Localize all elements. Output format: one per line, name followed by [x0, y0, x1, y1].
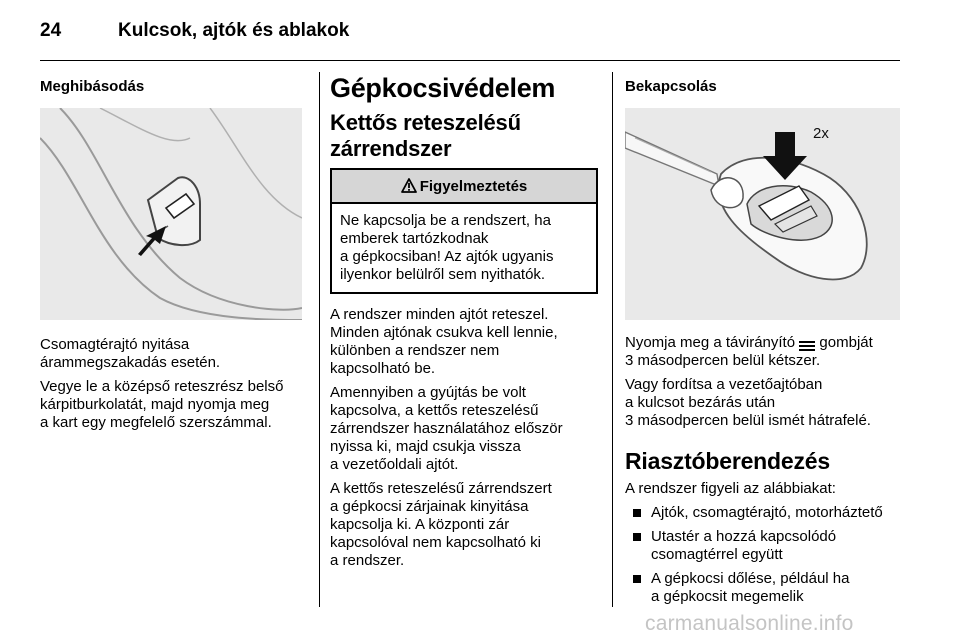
page-header	[40, 20, 900, 46]
press-twice-label: 2x	[813, 125, 829, 142]
chapter-title: Kulcsok, ajtók és ablakok	[118, 20, 350, 41]
column-1	[40, 72, 305, 438]
list-item-text: A gépkocsi dőlése, például ha a gépkocsit megemelik	[651, 570, 850, 605]
list-item-text: Utastér a hozzá kapcsolódó csomagtérrel együtt	[651, 528, 837, 563]
remote-key-svg	[625, 108, 900, 320]
column-divider-2	[612, 72, 613, 607]
watermark: carmanualsonline.info	[645, 612, 854, 635]
list-item	[625, 528, 903, 564]
monitored-items-list	[625, 504, 903, 606]
warning-body	[332, 204, 596, 292]
warning-box	[330, 168, 598, 294]
column-divider-1	[319, 72, 320, 607]
warning-text: Ne kapcsolja be a rendszert, ha emberek tartózkodnak a gépkocsiban! Az ajtók ugyanis ilyenkor belülről sem nyithatók.	[340, 212, 554, 283]
column-3	[625, 72, 903, 612]
malfunction-heading: Meghibásodás	[40, 78, 145, 95]
col2-paragraph-3: A kettős reteszelésű zárrendszert a gépkocsi zárjainak kinyitása kapcsolja ki. A központi zár kapcsolóval nem kapcsolható ki a rendszer.	[330, 480, 552, 569]
tailgate-illustration-svg	[40, 108, 302, 320]
section-title-alarm: Riasztóberendezés	[625, 448, 830, 474]
subsection-title-deadlocking: Kettős reteszelésű zárrendszer	[330, 110, 521, 161]
list-item-text: Ajtók, csomagtérajtó, motorháztető	[651, 504, 883, 521]
section-title-vehicle-security: Gépkocsivédelem	[330, 73, 556, 103]
remote-key-illustration	[625, 108, 900, 320]
col2-paragraph-2: Amennyiben a gyújtás be volt kapcsolva, a kettős reteszelésű zárrendszer használatához először nyissa ki, majd csukja vissza a vezetőoldali ajtót.	[330, 384, 563, 473]
bullet-square-icon	[633, 533, 641, 541]
header-rule	[40, 60, 900, 61]
alarm-intro: A rendszer figyeli az alábbiakat:	[625, 480, 836, 497]
col3-paragraph-1-start: Nyomja meg a távirányító	[625, 334, 796, 351]
col3-paragraph-2: Vagy fordítsa a vezetőajtóban a kulcsot bezárás után 3 másodpercen belül ismét hátrafelé.	[625, 376, 871, 429]
col1-paragraph-2: Vegye le a középső reteszrész belső kárpitburkolatát, majd nyomja meg a kart egy megfelelő szerszámmal.	[40, 378, 284, 431]
bullet-square-icon	[633, 575, 641, 583]
list-item	[625, 504, 903, 522]
warning-header	[332, 170, 596, 204]
warning-triangle-icon	[401, 178, 417, 194]
column-2	[330, 72, 602, 576]
activation-heading: Bekapcsolás	[625, 78, 717, 95]
tailgate-release-illustration	[40, 108, 302, 320]
page-number: 24	[40, 20, 62, 41]
col1-paragraph-1: Csomagtérajtó nyitása árammegszakadás esetén.	[40, 336, 221, 371]
list-item	[625, 570, 903, 606]
warning-label: Figyelmeztetés	[419, 177, 528, 195]
col3-paragraph-1-end: gombját 3 másodpercen belül kétszer.	[625, 334, 873, 369]
col3-paragraph-1	[625, 334, 903, 370]
col2-paragraph-1: A rendszer minden ajtót reteszel. Minden ajtónak csukva kell lennie, különben a rendszer nem kapcsolható be.	[330, 306, 558, 377]
bullet-square-icon	[633, 509, 641, 517]
lock-button-icon	[799, 338, 815, 348]
